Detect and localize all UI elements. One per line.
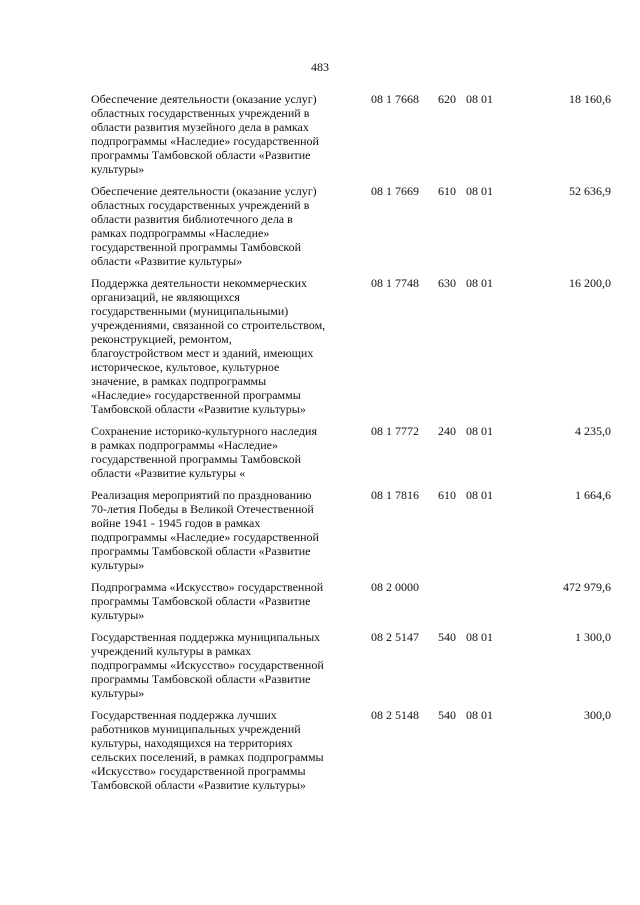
page-number: 483: [311, 60, 329, 74]
row-section: 08 01: [466, 92, 493, 106]
row-section: 08 01: [466, 276, 493, 290]
row-target-code: 08 1 7816: [371, 488, 419, 502]
row-amount: 472 979,6: [563, 580, 611, 594]
table-row: [91, 708, 611, 792]
row-expense-type: 610: [438, 488, 456, 502]
table-row: [91, 92, 611, 176]
row-expense-type: 540: [438, 630, 456, 644]
row-description: Обеспечение деятельности (оказание услуг) областных государственных учреждений в области развития музейного дела в рамках подпрограммы «Наследие» государственной программы Тамбовской области «Развитие культуры»: [91, 92, 319, 176]
row-section: 08 01: [466, 630, 493, 644]
table-row: [91, 630, 611, 700]
row-amount: 18 160,6: [569, 92, 611, 106]
row-description: Сохранение историко-культурного наследия в рамках подпрограммы «Наследие» государственной программы Тамбовской области «Развитие культуры «: [91, 424, 317, 480]
budget-table: [91, 92, 611, 800]
row-amount: 300,0: [584, 708, 611, 722]
row-description: Поддержка деятельности некоммерческих организаций, не являющихся государственными (муниципальными) учреждениями, связанной со строительством, реконструкцией, ремонтом, благоустройством мест и зданий, имеющих историческое, культовое, культурное значение, в рамках подпрограммы «Наследие» государственной программы Тамбовской области «Развитие культуры»: [91, 276, 326, 416]
row-description: Реализация мероприятий по празднованию 70-летия Победы в Великой Отечественной войне 1941 - 1945 годов в рамках подпрограммы «Наследие» государственной программы Тамбовской области «Развитие культуры»: [91, 488, 319, 572]
row-description: Государственная поддержка лучших работников муниципальных учреждений культуры, находящихся на территориях сельских поселений, в рамках подпрограммы «Искусство» государственной программы Тамбовской области «Развитие культуры»: [91, 708, 324, 792]
row-section: 08 01: [466, 708, 493, 722]
table-row: [91, 580, 611, 622]
row-description: Обеспечение деятельности (оказание услуг) областных государственных учреждений в области развития библиотечного дела в рамках подпрограммы «Наследие» государственной программы Тамбовской области «Развитие культуры»: [91, 184, 317, 268]
row-target-code: 08 2 0000: [371, 580, 419, 594]
row-target-code: 08 1 7772: [371, 424, 419, 438]
row-target-code: 08 1 7748: [371, 276, 419, 290]
row-target-code: 08 2 5148: [371, 708, 419, 722]
row-expense-type: 610: [438, 184, 456, 198]
row-description: Государственная поддержка муниципальных учреждений культуры в рамках подпрограммы «Искусство» государственной программы Тамбовской области «Развитие культуры»: [91, 630, 324, 700]
row-amount: 1 664,6: [575, 488, 611, 502]
table-row: [91, 184, 611, 268]
row-amount: 16 200,0: [569, 276, 611, 290]
row-expense-type: 630: [438, 276, 456, 290]
row-section: 08 01: [466, 488, 493, 502]
row-section: 08 01: [466, 424, 493, 438]
row-expense-type: 240: [438, 424, 456, 438]
row-section: 08 01: [466, 184, 493, 198]
row-amount: 1 300,0: [575, 630, 611, 644]
table-row: [91, 424, 611, 480]
row-amount: 4 235,0: [575, 424, 611, 438]
table-row: [91, 488, 611, 572]
row-target-code: 08 1 7669: [371, 184, 419, 198]
table-row: [91, 276, 611, 416]
row-description: Подпрограмма «Искусство» государственной программы Тамбовской области «Развитие культуры»: [91, 580, 324, 622]
row-expense-type: 620: [438, 92, 456, 106]
row-expense-type: 540: [438, 708, 456, 722]
row-target-code: 08 1 7668: [371, 92, 419, 106]
row-amount: 52 636,9: [569, 184, 611, 198]
row-target-code: 08 2 5147: [371, 630, 419, 644]
